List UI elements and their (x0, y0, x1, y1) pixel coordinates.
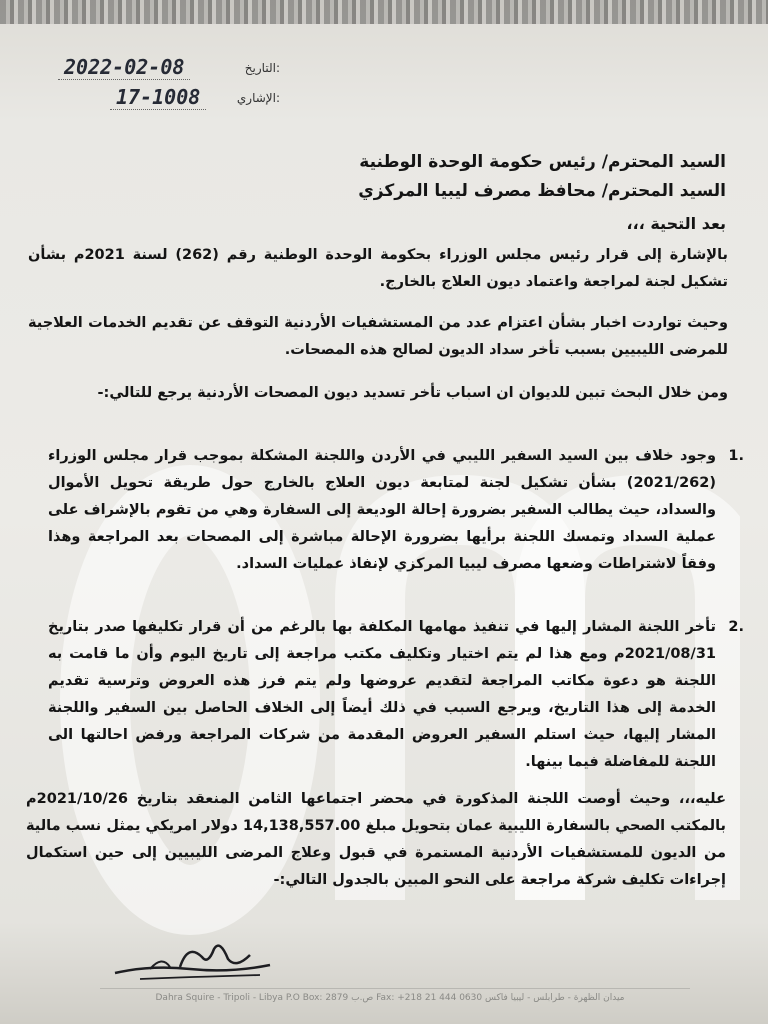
list-number: .2 (728, 619, 744, 635)
closing-paragraph: عليه،،، وحيث أوصت اللجنة المذكورة في محضر اجتماعها الثامن المنعقد بتاريخ 2021/10/26م بالمكتب الصحي بالسفارة الليبية عمان بتحويل مبلغ 14,138,557.00 دولار امريكي يمثل نسب مالية من الديون للمستشفيات الأردنية المستمرة في قبول وعلاج المرضى الليبيين إلى حين استكمال إجراءات تكليف شركة مراجعة على النحو المبين بالجدول التالي:- (26, 791, 726, 888)
paragraph: وحيث تواردت اخبار بشأن اعتزام عدد من المستشفيات الأردنية التوقف عن تقديم الخدمات العلاجية للمرضى الليبيين بسبب تأخر سداد الديون لصالح هذه المصحات. (28, 315, 728, 358)
list-number: .1 (728, 448, 744, 464)
date-row (40, 55, 280, 85)
date-value: 2022-02-08 (58, 55, 190, 80)
paragraph: بالإشارة إلى قرار رئيس مجلس الوزراء بحكومة الوحدة الوطنية رقم (262) لسنة 2021م بشأن تشكيل لجنة لمراجعة واعتماد ديون العلاج بالخارج. (28, 247, 728, 290)
reference-label: الإشاري: (236, 91, 280, 105)
list-item (48, 614, 744, 776)
list-item (48, 443, 744, 578)
list-text: وجود خلاف بين السيد السفير الليبي في الأردن واللجنة المشكلة بموجب قرار مجلس الوزراء (2021/262) بشأن تشكيل لجنة لمتابعة ديون العلاج بالخارج حول طريقة تحويل الأموال والسداد، حيث يطالب السفير بضرورة إحالة الوديعة إلى السفارة وهي من تقوم بالإشراف على عملية السداد وتمسك اللجنة برأيها بضرورة الإحالة مباشرة إلى المصحات بعد المراجعة وهذا وفقاً لاشتراطات وضعها مصرف ليبيا المركزي لإنفاذ عمليات السداد. (48, 448, 716, 572)
signature-icon (110, 935, 280, 985)
greeting: بعد التحية ،،، (626, 214, 726, 233)
addressee-line: السيد المحترم/ محافظ مصرف ليبيا المركزي (358, 181, 726, 201)
reference-row (40, 85, 280, 115)
decorative-top-border (0, 0, 768, 24)
paragraph: ومن خلال البحث تبين للديوان ان اسباب تأخر تسديد ديون المصحات الأردنية يرجع للتالي:- (97, 385, 728, 401)
date-label: التاريخ: (244, 61, 280, 75)
reference-block (40, 55, 280, 115)
reference-value: 17-1008 (110, 85, 206, 110)
footer-address: Dahra Squire - Tripoli - Libya P.O Box: 2879 ص.ب Fax: +218 21 444 0630 ميدان الظهرة - طرابلس - ليبيا فاكس (155, 993, 625, 1003)
list-text: تأخر اللجنة المشار إليها في تنفيذ مهامها المكلفة بها بالرغم من أن قرار تكليفها صدر بتاريخ 2021/08/31م ومع هذا لم يتم اختيار وتكليف مكتب مراجعة إلى تاريخ اليوم وأن ما قامت به اللجنة هو دعوة مكاتب المراجعة لتقديم عروضها ولم يتم فرز هذه العروض وترسية تقديم الخدمة إلى هذا التاريخ، ويرجع السبب في ذلك أيضاً إلى الخلاف الحاصل بين السفير واللجنة المشار إليها، حيث استلم السفير العروض المقدمة من شركات المراجعة ورفض احالتها الى اللجنة للمفاضلة فيما بينها. (48, 619, 716, 770)
addressee-line: السيد المحترم/ رئيس حكومة الوحدة الوطنية (359, 152, 726, 172)
footer-divider (100, 988, 690, 989)
addressee-block (126, 148, 726, 206)
